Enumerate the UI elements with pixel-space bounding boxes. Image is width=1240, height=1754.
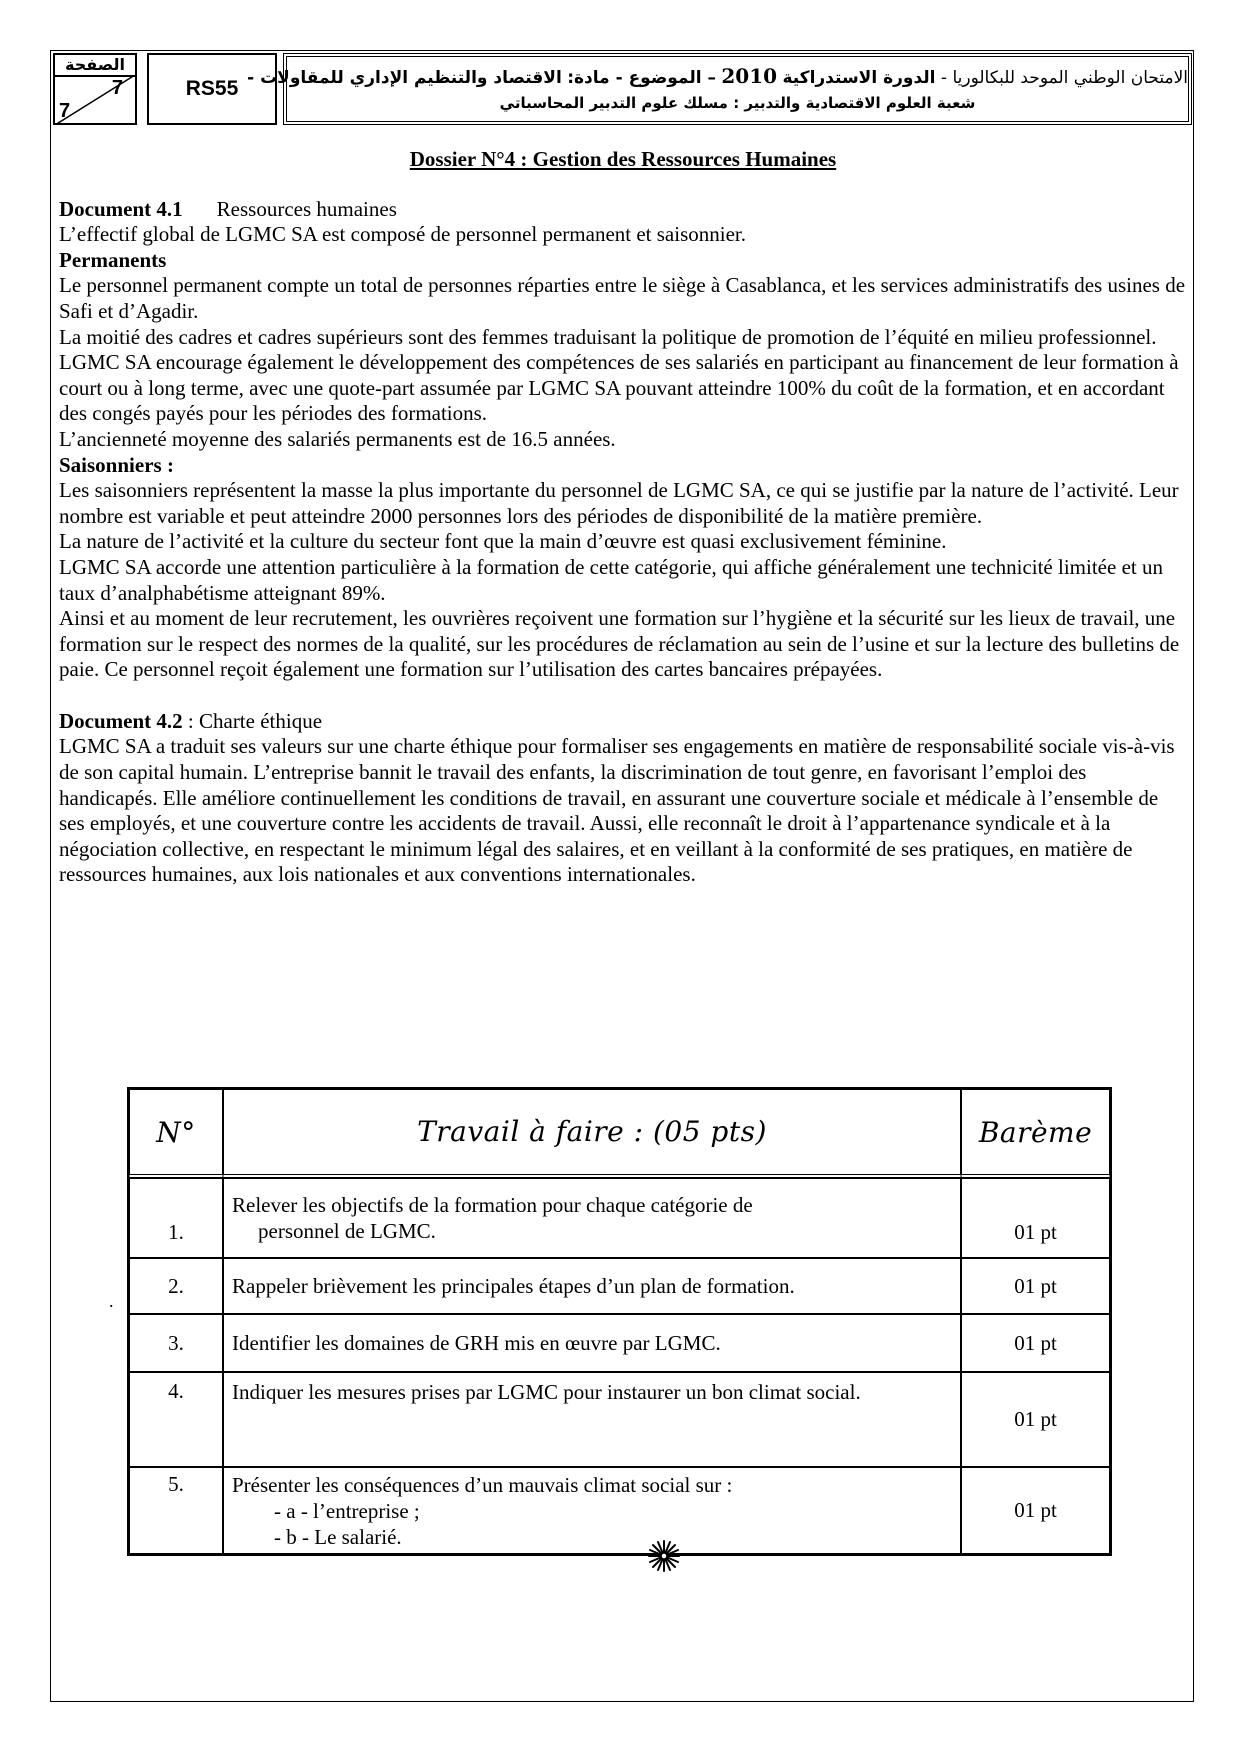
exam-header bbox=[51, 51, 1192, 129]
exam-title-box bbox=[247, 53, 1192, 125]
page-total: 7 bbox=[59, 100, 71, 122]
header-task: Travail à faire : (05 pts) bbox=[223, 1089, 961, 1178]
page-number-box bbox=[53, 53, 137, 125]
table-row: 3. Identifier les domaines de GRH mis en œuvre par LGMC. 01 pt bbox=[129, 1314, 1110, 1372]
table-row: 1. Relever les objectifs de la formation pour chaque catégorie de personnel de LGMC. 01 pt bbox=[129, 1178, 1110, 1258]
dossier-title: Dossier N°4 : Gestion des Ressources Humaines bbox=[409, 147, 837, 171]
table-row: 2. Rappeler brièvement les principales étapes d’un plan de formation. 01 pt bbox=[129, 1258, 1110, 1314]
doc41-intro: L’effectif global de LGMC SA est composé de personnel permanent et saisonnier. bbox=[59, 222, 747, 247]
perm-paragraph-1: Le personnel permanent compte un total de personnes réparties entre le siège à Casablanca, et les services administratifs des usines de Safi et d’Agadir. bbox=[59, 273, 1186, 323]
doc42-text: LGMC SA a traduit ses valeurs sur une charte éthique pour formaliser ses engagements en matière de responsabilité sociale vis-à-vis de son capital humain. L’entreprise bannit le travail des enfants, la discrimination de tout genre, en favorisant l’emploi des handicapés. Elle améliore continuellement les conditions de travail, en assurant une couverture sociale et médicale à l’ensemble de ses employés, et une couverture contre les accidents de travail. Aussi, elle reconnaît le droit à l’appartenance syndicale et à la négociation collective, en respectant le minimum légal des salaires, et en veillant à la conformité de ses pratiques, en matière de ressources humaines, aux lois nationales et aux conventions internationales. bbox=[59, 734, 1175, 887]
stray-dot: . bbox=[109, 1291, 114, 1311]
header-num: N° bbox=[129, 1089, 223, 1178]
page-label: الصفحة bbox=[55, 55, 135, 77]
table-row: 4. Indiquer les mesures prises par LGMC pour instaurer un bon climat social. 01 pt bbox=[129, 1372, 1110, 1467]
exam-title-line2: شعبة العلوم الاقتصادية والتدبير : مسلك علوم التدبير المحاسباتي bbox=[499, 94, 976, 112]
exam-title-line1: الامتحان الوطني الموحد للبكالوريا - الدورة الاستدراكية 2010 – الموضوع - مادة: الاقتصاد والتنظيم الإداري للمقاولات - bbox=[247, 64, 1188, 88]
sais-paragraph-1: Les saisonniers représentent la masse la plus importante du personnel de LGMC SA, ce qui se justifie par la nature de l’activité. Leur nombre est variable et peut atteindre 2000 personnes lors des périodes de disponibilité de la matière première. bbox=[59, 478, 1179, 528]
asterisk-ornament-icon bbox=[647, 1539, 681, 1573]
perm-paragraph-4: L’ancienneté moyenne des salariés permanents est de 16.5 années. bbox=[59, 426, 616, 451]
saisonniers-heading: Saisonniers : bbox=[59, 452, 174, 477]
sub-item-b: - b - Le salarié. bbox=[274, 1525, 402, 1549]
exam-code: RS55 bbox=[147, 53, 277, 125]
perm-paragraph-2: La moitié des cadres et cadres supérieurs sont des femmes traduisant la politique de promotion de l’équité en milieu professionnel. bbox=[59, 324, 1157, 349]
perm-paragraph-3: LGMC SA encourage également le développement des compétences de ses salariés en participant au financement de leur formation à court ou à long terme, avec une quote-part assumée par LGMC SA pouvant atteindre 100% du coût de la formation, et en accordant des congés payés pour les périodes des formations. bbox=[59, 350, 1179, 426]
sais-paragraph-3: LGMC SA accorde une attention particulière à la formation de cette catégorie, qui affiche généralement une technicité limitée et un taux d’analphabétisme atteignant 89%. bbox=[59, 554, 1163, 605]
task-table-header bbox=[129, 1089, 1110, 1178]
document-4-2-heading: Document 4.2 : Charte éthique bbox=[59, 708, 323, 733]
sub-item-a: - a - l’entreprise ; bbox=[274, 1499, 420, 1523]
sais-paragraph-2: La nature de l’activité et la culture du secteur font que la main d’œuvre est quasi exclusivement féminine. bbox=[59, 529, 947, 554]
task-table bbox=[127, 1087, 1112, 1556]
exam-year: 2010 bbox=[721, 64, 778, 88]
page-number: 7 bbox=[111, 77, 123, 99]
page-frame bbox=[50, 50, 1194, 1702]
document-4-1-heading: Document 4.1 Ressources humaines bbox=[59, 196, 397, 221]
permanents-heading: Permanents bbox=[59, 247, 167, 272]
document-content bbox=[59, 147, 1187, 888]
sais-paragraph-4: Ainsi et au moment de leur recrutement, les ouvrières reçoivent une formation sur l’hygiène et la sécurité sur les lieux de travail, une formation sur le respect des normes de la qualité, sur les procédures de réclamation au sein de l’usine et sur la lecture des bulletins de paie. Ce personnel reçoit également une formation sur l’utilisation des cartes bancaires prépayées. bbox=[59, 606, 1180, 682]
header-score: Barème bbox=[961, 1089, 1110, 1178]
table-row: 5. Présenter les conséquences d’un mauvais climat social sur : - a - l’entreprise ; - b - Le salarié. 01 pt bbox=[129, 1467, 1110, 1554]
